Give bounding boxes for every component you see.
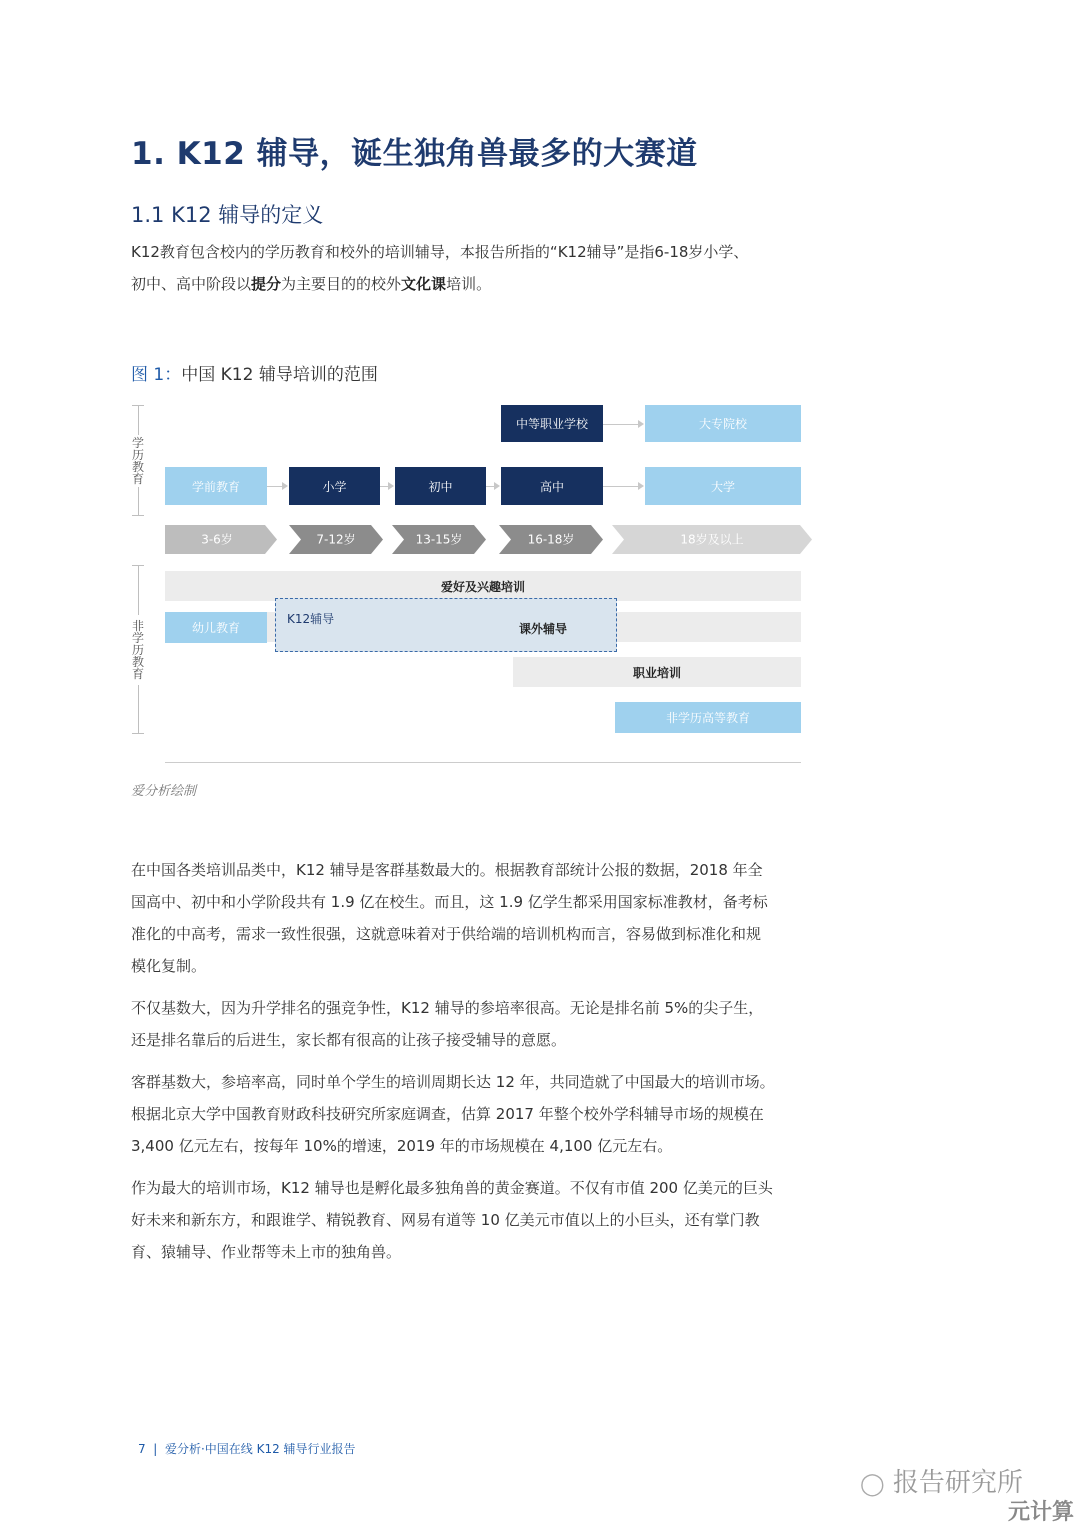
side-label-nondegree-char: 学 [131,631,144,645]
paragraph-line: 准化的中高考，需求一致性很强，这就意味着对于供给端的培训机构而言，容易做到标准化和规 [131,925,762,943]
section-title: 1. K12 辅导，诞生独角兽最多的大赛道 [131,136,698,172]
box-vocational-school: 中等职业学校 [501,405,603,442]
side-label-nondegree-char: 历 [131,643,144,657]
side-label-nondegree-char: 教 [131,655,144,669]
figure-number: 图 1： [131,365,182,385]
side-label-degree-char: 学 [131,436,144,450]
band-vocational-training: 职业培训 [513,657,801,687]
paragraph-line: 模化复制。 [131,957,207,975]
paragraph-line: 客群基数大，参培率高，同时单个学生的培训周期长达 12 年，共同造就了中国最大的培训市场。 [131,1073,775,1091]
tutoring-label: 课外辅导 [518,621,567,636]
paragraph-line: 3,400 亿元左右，按每年 10%的增速，2019 年的市场规模在 4,100 亿元左右。 [131,1137,673,1155]
page-number: 7 [138,1442,146,1456]
k12-label: K12辅导 [287,612,335,626]
paragraph-line: 不仅基数大，因为升学排名的强竞争性，K12 辅导的参培率很高。无论是排名前 5%的尖子生， [131,999,764,1017]
side-label-nondegree-char: 非 [131,619,144,633]
box-primary: 小学 [289,467,380,505]
paragraph-line: 根据北京大学中国教育财政科技研究所家庭调查，估算 2017 年整个校外学科辅导市场的规模在 [131,1105,764,1123]
box-junior: 初中 [395,467,486,505]
figure-caption: 中国 K12 辅导培训的范围 [181,365,378,385]
paragraph-1 [131,854,831,982]
paragraph-4 [131,1172,831,1268]
box-preschool: 学前教育 [165,467,267,505]
intro-text: 为主要目的的校外 [281,275,402,293]
box-nondegree-higher: 非学历高等教育 [615,702,801,733]
subsection-title: 1.1 K12 辅导的定义 [131,203,324,227]
side-label-degree-char: 历 [131,448,144,462]
age-label: 18岁及以上 [680,532,744,547]
wechat-icon: ◯ [860,1472,885,1497]
age-label: 7-12岁 [316,532,356,547]
watermark [860,1462,1023,1499]
paragraph-3 [131,1066,831,1162]
intro-line-1: K12教育包含校内的学历教育和校外的培训辅导，本报告所指的“K12辅导”是指6-18岁小学、 [131,243,749,261]
box-kindergarten: 幼儿教育 [165,612,267,643]
footer-separator: | [153,1442,158,1456]
intro-text: 培训。 [446,275,492,293]
band-hobby: 爱好及兴趣培训 [165,571,801,601]
intro-text: 初中、高中阶段以 [131,275,252,293]
footer-title: 爱分析·中国在线 K12 辅导行业报告 [164,1442,356,1456]
paragraph-2 [131,992,831,1056]
side-label-nondegree-char: 育 [131,667,144,681]
page-footer [138,1440,356,1457]
age-label: 13-15岁 [415,532,463,547]
box-college: 大专院校 [645,405,801,442]
figure-source: 爱分析绘制 [131,784,197,799]
corner-watermark: 元计算 [1008,1500,1075,1525]
box-university: 大学 [645,467,801,505]
paragraph-line: 还是排名靠后的后进生，家长都有很高的让孩子接受辅导的意愿。 [131,1031,567,1049]
side-label-degree-char: 教 [131,460,144,474]
age-label: 16-18岁 [527,532,575,547]
paragraph-line: 国高中、初中和小学阶段共有 1.9 亿在校生。而且，这 1.9 亿学生都采用国家标准教材，备考标 [131,893,768,911]
figure-divider [165,762,801,763]
age-label: 3-6岁 [201,532,233,547]
paragraph-line: 作为最大的培训市场，K12 辅导也是孵化最多独角兽的黄金赛道。不仅有市值 200 亿美元的巨头 [131,1179,773,1197]
intro-bold-text: 文化课 [401,275,447,293]
paragraph-line: 在中国各类培训品类中，K12 辅导是客群基数最大的。根据教育部统计公报的数据，2018 年全 [131,861,763,879]
box-senior: 高中 [501,467,603,505]
watermark-text: 报告研究所 [892,1468,1023,1498]
paragraph-line: 育、猿辅导、作业帮等未上市的独角兽。 [131,1243,402,1261]
paragraph-line: 好未来和新东方，和跟谁学、精锐教育、网易有道等 10 亿美元市值以上的小巨头，还有掌门教 [131,1211,760,1229]
side-label-degree-char: 育 [131,472,144,486]
intro-bold-text: 提分 [251,275,282,293]
